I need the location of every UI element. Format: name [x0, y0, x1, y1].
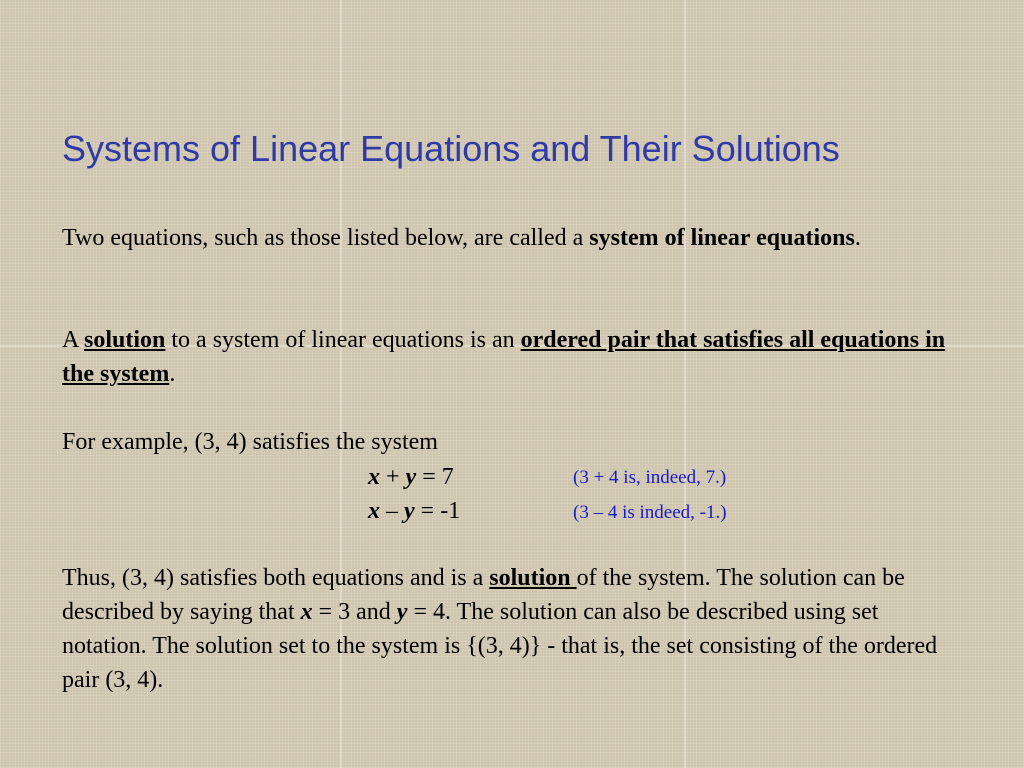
operator: –: [380, 498, 404, 524]
equation-2-note: (3 – 4 is indeed, -1.): [573, 502, 727, 523]
term-system-of-linear-equations: system of linear equations: [589, 225, 855, 251]
text-segment: .: [169, 361, 176, 387]
operator: +: [380, 464, 406, 490]
variable-y: y: [405, 464, 417, 490]
text-segment: = 4. The solution can also be described using set notation. The solution set to the system is {(3, 4)} - that is, the set consisting of the ordered pair (3, 4).: [62, 599, 938, 693]
system-definition-paragraph: [62, 221, 962, 255]
variable-x: x: [300, 599, 313, 625]
text-segment: .: [854, 225, 861, 251]
example-intro: For example, (3, 4) satisfies the system: [62, 429, 438, 455]
equation-1: [368, 462, 454, 492]
text-segment: Thus, (3, 4) satisfies both equations and is a: [62, 565, 490, 591]
conclusion-paragraph: [62, 561, 962, 697]
text-segment: A: [62, 327, 85, 353]
variable-x: x: [368, 464, 380, 490]
equation-rhs: 7: [441, 464, 454, 490]
solution-definition-paragraph: [62, 323, 962, 391]
term-solution: solution: [489, 565, 577, 591]
solution-definition: ordered pair that satisfies all equations in the system: [62, 327, 946, 387]
text-segment: = 3 and: [312, 599, 397, 625]
equation-rhs: -1: [440, 498, 461, 524]
slide-title: Systems of Linear Equations and Their Solutions: [62, 128, 840, 169]
text-segment: of the system. The solution can be described by saying that: [62, 565, 905, 625]
equals-sign: =: [414, 498, 441, 524]
variable-y: y: [404, 498, 415, 524]
equation-2: [368, 496, 460, 526]
text-segment: to a system of linear equations is an: [165, 327, 521, 353]
text-segment: Two equations, such as those listed below, are called a: [62, 225, 590, 251]
equals-sign: =: [416, 464, 442, 490]
term-solution: solution: [84, 327, 166, 353]
equation-1-note: (3 + 4 is, indeed, 7.): [573, 467, 727, 488]
variable-x: x: [368, 498, 380, 524]
variable-y: y: [396, 599, 408, 625]
